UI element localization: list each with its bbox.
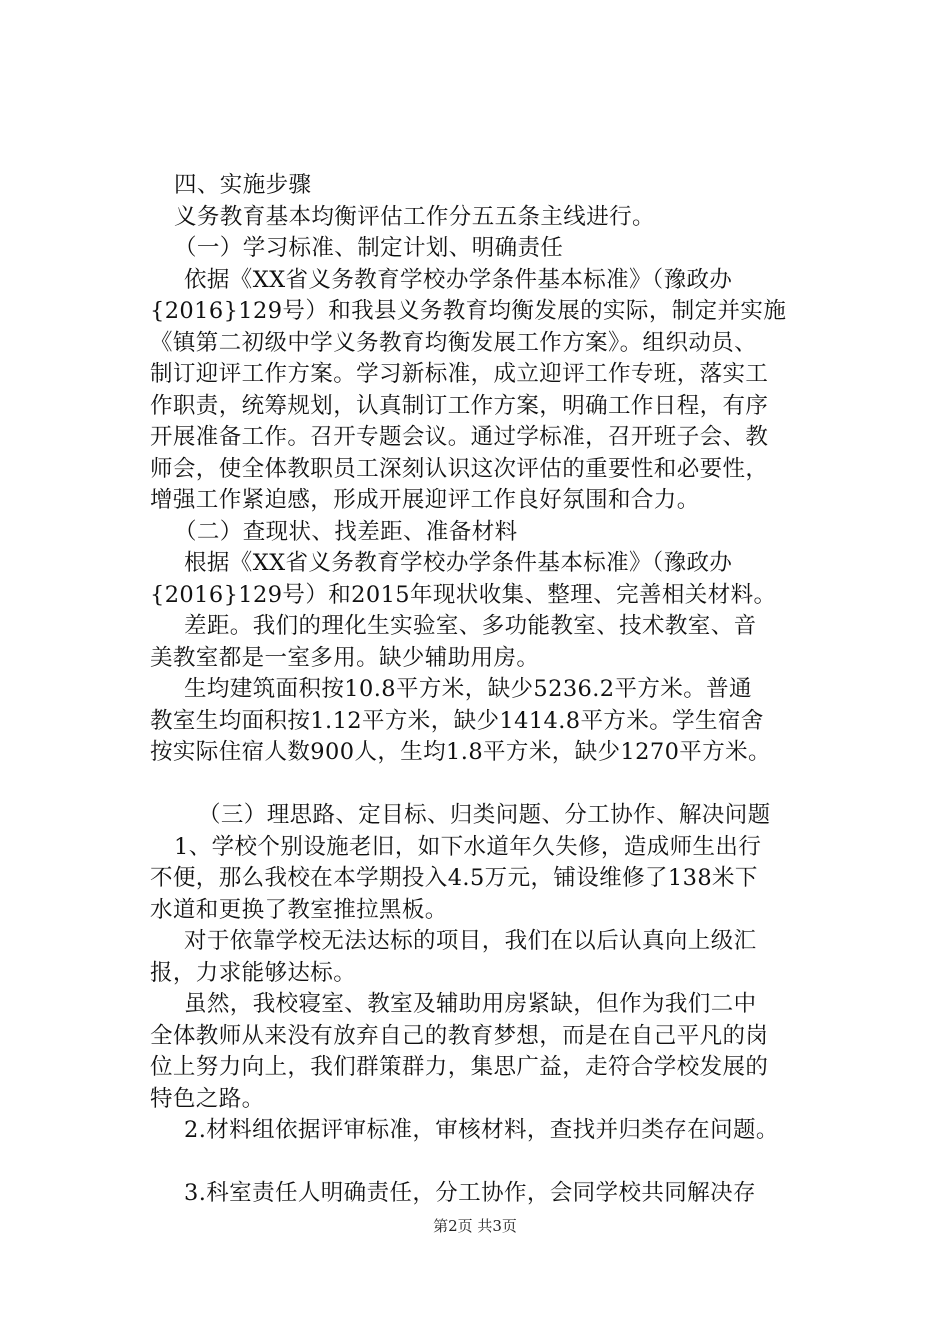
paragraph-line: 作职责，统筹规划，认真制订工作方案，明确工作日程，有序 <box>150 392 769 419</box>
paragraph-line: 不便，那么我校在本学期投入4.5万元，铺设维修了138米下 <box>150 865 758 891</box>
paragraph-line: 生均建筑面积按10.8平方米，缺少5236.2平方米。普通 <box>184 676 752 702</box>
subsection-heading: （二）查现状、找差距、准备材料 <box>174 518 518 545</box>
paragraph-line: 按实际住宿人数900人，生均1.8平方米，缺少1270平方米。 <box>150 739 771 765</box>
paragraph-line: 报，力求能够达标。 <box>150 959 357 986</box>
paragraph-line: 3.科室责任人明确责任，分工协作，会同学校共同解决存 <box>184 1180 756 1206</box>
blank-line <box>150 769 840 801</box>
paragraph-line: 水道和更换了教室推拉黑板。 <box>150 896 448 923</box>
subsection-heading: （三）理思路、定目标、归类问题、分工协作、解决问题 <box>198 802 771 828</box>
paragraph-line: 对于依靠学校无法达标的项目，我们在以后认真向上级汇 <box>184 928 757 954</box>
paragraph-line: 师会，使全体教职员工深刻认识这次评估的重要性和必要性， <box>150 455 769 482</box>
paragraph-line: {2016}129号）和2015年现状收集、整理、完善相关材料。 <box>150 581 777 608</box>
paragraph-line: 增强工作紧迫感，形成开展迎评工作良好氛围和合力。 <box>150 487 700 513</box>
paragraph-line: 义务教育基本均衡评估工作分五五条主线进行。 <box>174 203 655 230</box>
paragraph-line: 制订迎评工作方案。学习新标准，成立迎评工作专班，落实工 <box>150 361 769 387</box>
paragraph-line: 2.材料组依据评审标准，审核材料，查找并归类存在问题。 <box>184 1117 779 1143</box>
paragraph-line: 依据《XX省义务教育学校办学条件基本标准》（豫政办 <box>184 266 733 293</box>
page-footer: 第2页 共3页 <box>433 1217 517 1235</box>
subsection-heading: （一）学习标准、制定计划、明确责任 <box>174 235 564 261</box>
paragraph-line: 《镇第二初级中学义务教育均衡发展工作方案》。组织动员、 <box>150 329 758 356</box>
paragraph-line: 教室生均面积按1.12平方米，缺少1414.8平方米。学生宿舍 <box>150 707 764 734</box>
paragraph-line: 全体教师从来没有放弃自己的教育梦想，而是在自己平凡的岗 <box>150 1022 769 1049</box>
blank-line <box>150 1147 840 1179</box>
section-heading: 四、实施步骤 <box>174 172 312 198</box>
paragraph-line: 1、学校个别设施老旧，如下水道年久失修，造成师生出行 <box>174 833 762 860</box>
paragraph-line: 美教室都是一室多用。缺少辅助用房。 <box>150 644 540 671</box>
paragraph-line: 差距。我们的理化生实验室、多功能教室、技术教室、音 <box>184 613 757 639</box>
paragraph-line: 虽然，我校寝室、教室及辅助用房紧缺，但作为我们二中 <box>184 991 757 1017</box>
paragraph-line: 开展准备工作。召开专题会议。通过学标准，召开班子会、教 <box>150 424 769 450</box>
paragraph-line: 根据《XX省义务教育学校办学条件基本标准》（豫政办 <box>184 550 733 576</box>
paragraph-line: 位上努力向上，我们群策群力，集思广益，走符合学校发展的 <box>150 1054 769 1080</box>
paragraph-line: {2016}129号）和我县义务教育均衡发展的实际，制定并实施 <box>150 298 787 324</box>
document-body <box>150 170 840 1210</box>
paragraph-line: 特色之路。 <box>150 1085 265 1112</box>
